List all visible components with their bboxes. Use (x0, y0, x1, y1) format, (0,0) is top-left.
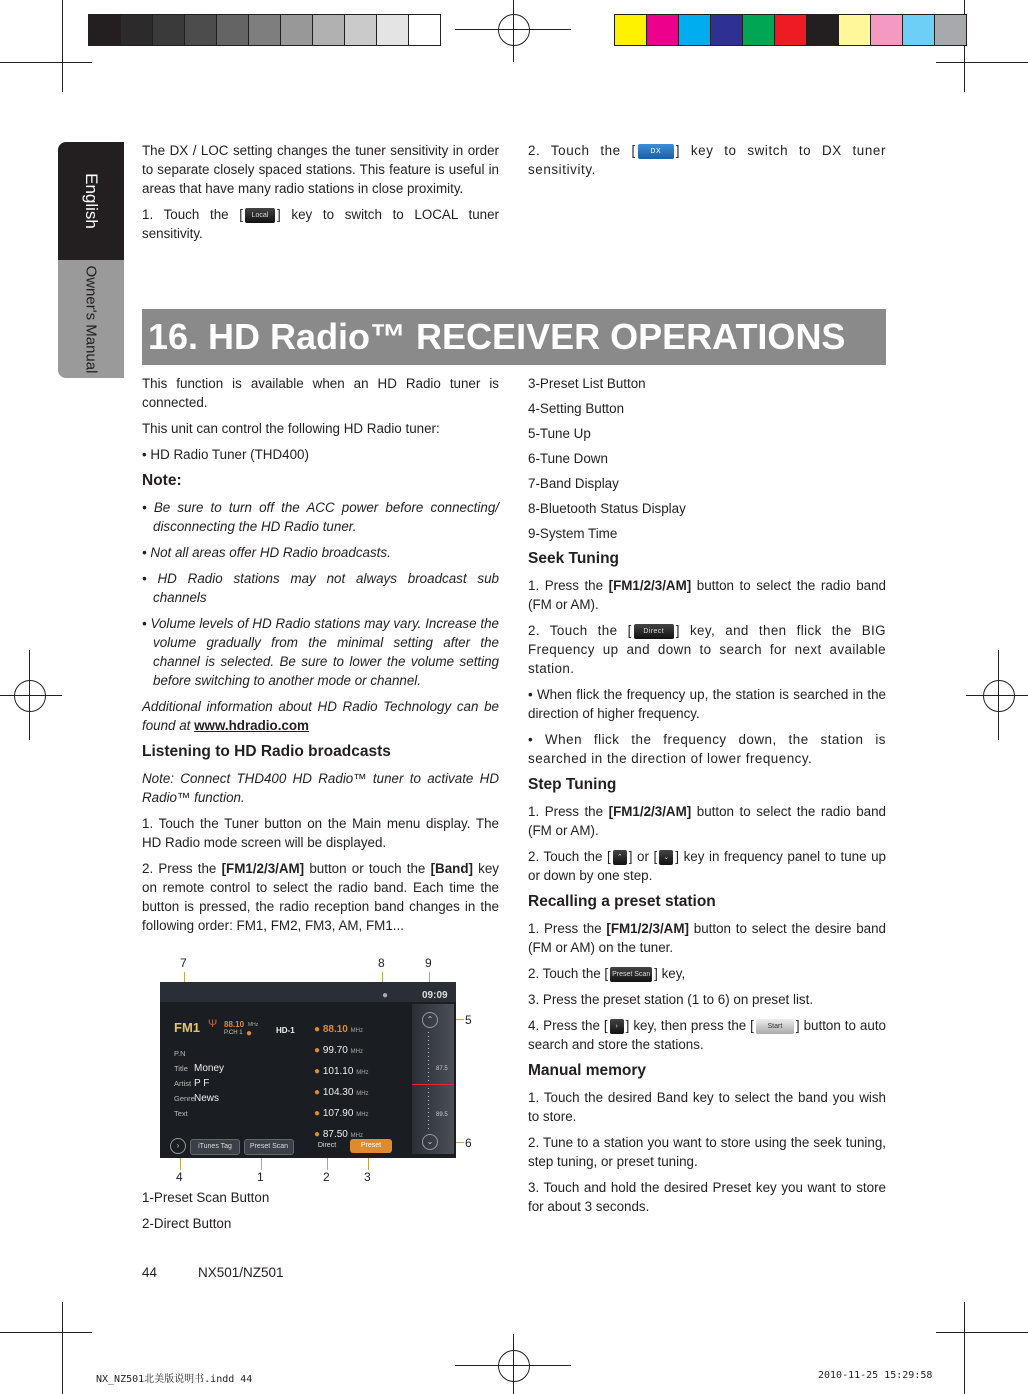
hd-channel: HD-1 (276, 1026, 295, 1035)
scale-label: 89.5 (436, 1112, 448, 1118)
listening-heading: Listening to HD Radio broadcasts (142, 743, 391, 760)
legend-item: 4-Setting Button (528, 401, 625, 416)
color-swatch (377, 15, 409, 45)
left-column (142, 374, 499, 942)
crop-mark (0, 1332, 92, 1333)
model-number: NX501/NZ501 (198, 1265, 284, 1280)
text: 2. Touch the [ (528, 623, 632, 638)
paragraph: • When flick the frequency up, the station is searched in the direction of higher frequency. (528, 687, 886, 721)
crop-mark (936, 62, 1028, 63)
info-values (194, 1046, 224, 1121)
value (194, 1046, 224, 1061)
preset-item[interactable]: ● 101.10 MHz (314, 1066, 369, 1077)
local-key-icon: Local (245, 208, 275, 223)
info-labels (174, 1046, 195, 1121)
figure-legend (142, 1188, 499, 1240)
color-swatch (615, 15, 647, 45)
label: Genre (174, 1094, 195, 1103)
scale-ticks (428, 1032, 429, 1132)
preset-item[interactable]: ● 87.50 MHz (314, 1129, 363, 1140)
paragraph: • When flick the frequency down, the station is searched in the direction of lower frequency. (528, 732, 886, 766)
crop-mark (964, 1302, 965, 1394)
direct-key-icon: Direct (634, 624, 674, 639)
settings-icon[interactable]: › (170, 1138, 186, 1154)
hd-logo-icon: ● (246, 1028, 253, 1039)
text: button to select the radio band (FM or AM). (528, 578, 886, 612)
color-swatch (647, 15, 679, 45)
tune-up-icon[interactable]: ⌃ (422, 1012, 438, 1028)
note-item: • Not all areas offer HD Radio broadcasts. (142, 545, 391, 560)
text: 1. Press the (528, 578, 609, 593)
preset-frequency: 107.90 (322, 1108, 354, 1119)
color-swatch (249, 15, 281, 45)
callout-label: 9 (425, 956, 432, 970)
color-swatch (121, 15, 153, 45)
legend-item: 2-Direct Button (142, 1216, 232, 1231)
callout-label: 4 (176, 1170, 183, 1184)
legend-item: 9-System Time (528, 526, 618, 541)
right-column (528, 374, 886, 1223)
grayscale-bar (88, 14, 441, 46)
print-date: 2010-11-25 15:29:58 (818, 1370, 933, 1381)
text: [FM1/2/3/AM] (221, 861, 305, 876)
text: ] key in frequency panel to tune up or down by one step. (528, 849, 887, 883)
band-display[interactable]: FM1 (174, 1020, 200, 1035)
legend-list (528, 374, 886, 543)
preset-scan-button[interactable]: Preset Scan (244, 1139, 294, 1155)
preset-scan-key-icon: Preset Scan (610, 967, 652, 982)
text: ] or [ (628, 849, 658, 864)
step-tuning-heading: Step Tuning (528, 776, 617, 793)
color-swatch (345, 15, 377, 45)
text: ] button to auto search and store the stations. (528, 1018, 886, 1052)
scale-label: 87.5 (436, 1066, 448, 1072)
paragraph (528, 847, 886, 885)
value: P F (194, 1078, 210, 1089)
value: News (194, 1093, 220, 1104)
paragraph (142, 205, 499, 243)
text: ] key, (654, 966, 686, 981)
color-swatch (839, 15, 871, 45)
color-bar (614, 14, 967, 46)
paragraph: 1. Touch the Tuner button on the Main menu display. The HD Radio mode screen will be displayed. (142, 816, 499, 850)
text: 2. Touch the [ (528, 966, 609, 981)
preset-frequency: 88.10 (322, 1024, 348, 1035)
label: Artist (174, 1079, 192, 1088)
note-heading: Note: (142, 472, 182, 489)
paragraph (528, 919, 886, 957)
color-swatch (679, 15, 711, 45)
preset-item[interactable]: ● 104.30 MHz (314, 1087, 369, 1098)
color-swatch (871, 15, 903, 45)
paragraph (528, 141, 886, 179)
preset-frequency: 101.10 (322, 1066, 354, 1077)
print-filename: NX_NZ501北美版说明书.indd 44 (96, 1374, 253, 1385)
preset-unit: MHz (350, 1049, 363, 1055)
text: button or touch the (304, 861, 431, 876)
paragraph: 3. Press the preset station (1 to 6) on preset list. (528, 992, 814, 1007)
legend-item: 6-Tune Down (528, 451, 608, 466)
direct-button[interactable]: Direct (317, 1142, 337, 1149)
text: key on remote control to select the radio band. Each time the button is pressed, the radio reception band changes in the following order: FM1, FM2, FM3, AM, FM1... (142, 861, 499, 933)
text: 1. Press the (528, 804, 609, 819)
color-swatch (313, 15, 345, 45)
paragraph (142, 697, 499, 735)
text: ] key to switch to DX tuner sensitivity. (528, 143, 886, 177)
preset-unit: MHz (356, 1091, 369, 1097)
top-left-column (142, 141, 499, 250)
text: [FM1/2/3/AM] (608, 578, 692, 593)
paragraph: • HD Radio Tuner (THD400) (142, 447, 309, 462)
preset-frequency: 87.50 (322, 1129, 348, 1140)
itunes-tag-button[interactable]: iTunes Tag (190, 1139, 240, 1155)
preset-item[interactable]: ● 88.10 MHz (314, 1024, 363, 1035)
tab-label: Owner's Manual (82, 265, 100, 373)
preset-unit: MHz (356, 1070, 369, 1076)
preset-list (314, 1020, 369, 1146)
color-swatch (711, 15, 743, 45)
preset-frequency: 104.30 (322, 1087, 354, 1098)
color-swatch (217, 15, 249, 45)
legend-item: 1-Preset Scan Button (142, 1190, 270, 1205)
legend-item: 5-Tune Up (528, 426, 591, 441)
color-swatch (185, 15, 217, 45)
text: [FM1/2/3/AM] (606, 921, 689, 936)
page-number: 44 (142, 1265, 158, 1280)
text: ] key, then press the [ (625, 1018, 754, 1033)
tab-label: English (81, 173, 101, 229)
text: [FM1/2/3/AM] (608, 804, 692, 819)
label: P.N (174, 1049, 186, 1058)
hdradio-link[interactable]: www.hdradio.com (194, 718, 309, 733)
preset-item[interactable]: ● 99.70 MHz (314, 1045, 363, 1056)
callout-label: 2 (323, 1170, 330, 1184)
paragraph: 1. Touch the desired Band key to select the band you wish to store. (528, 1090, 886, 1124)
seek-tuning-heading: Seek Tuning (528, 550, 620, 567)
text: 4. Press the [ (528, 1018, 608, 1033)
tab-english (58, 142, 124, 260)
bluetooth-icon: ● (382, 990, 389, 1001)
crop-mark (936, 1332, 1028, 1333)
preset-unit: MHz (350, 1028, 363, 1034)
value (194, 1106, 224, 1121)
paragraph (528, 802, 886, 840)
text: [Band] (430, 861, 473, 876)
color-swatch (281, 15, 313, 45)
preset-unit: MHz (356, 1112, 369, 1118)
note-item: • HD Radio stations may not always broadcast sub channels (142, 571, 499, 605)
callout-label: 3 (364, 1170, 371, 1184)
paragraph: This function is available when an HD Radio tuner is connected. (142, 376, 499, 410)
manual-memory-heading: Manual memory (528, 1062, 647, 1079)
text: 2. Touch the [ (528, 143, 636, 158)
text: button to select the desire band (FM or AM) on the tuner. (528, 921, 886, 955)
top-right-column (528, 141, 886, 186)
recall-preset-heading: Recalling a preset station (528, 893, 716, 910)
settings-key-icon: › (610, 1019, 624, 1034)
callout-label: 1 (257, 1170, 264, 1184)
paragraph: Note: Connect THD400 HD Radio™ tuner to activate HD Radio™ function. (142, 771, 499, 805)
preset-list-button[interactable]: Preset (350, 1139, 392, 1153)
paragraph: 2. Tune to a station you want to store using the seek tuning, step tuning, or preset tuning. (528, 1135, 886, 1169)
color-swatch (409, 15, 440, 45)
color-swatch (743, 15, 775, 45)
text: button to select the radio band (FM or AM). (528, 804, 886, 838)
paragraph: 3. Touch and hold the desired Preset key you want to store for about 3 seconds. (528, 1180, 886, 1214)
crop-mark (62, 1302, 63, 1394)
note-item: • Be sure to turn off the ACC power before connecting/ disconnecting the HD Radio tuner. (142, 500, 499, 534)
system-time: 09:09 (422, 990, 448, 1001)
color-swatch (775, 15, 807, 45)
callout-label: 8 (378, 956, 385, 970)
text: 2. Press the (142, 861, 222, 876)
text: 2. Touch the [ (528, 849, 611, 864)
paragraph: The DX / LOC setting changes the tuner sensitivity in order to separate closely spaced stations. This feature is useful in areas that have many radio stations in close proximity. (142, 143, 499, 196)
dx-key-icon: DX (638, 144, 674, 159)
crop-mark (0, 62, 92, 63)
legend-item: 8-Bluetooth Status Display (528, 501, 686, 516)
text: 1. Press the (528, 921, 607, 936)
program-channel: P.CH 1 (224, 1030, 243, 1036)
color-swatch (807, 15, 839, 45)
paragraph (528, 576, 886, 614)
callout-label: 5 (465, 1013, 472, 1027)
callout-label: 7 (180, 956, 187, 970)
preset-item[interactable]: ● 107.90 MHz (314, 1108, 369, 1119)
label: Title (174, 1064, 188, 1073)
frequency-panel[interactable] (412, 1004, 454, 1154)
legend-item: 3-Preset List Button (528, 376, 646, 391)
color-swatch (153, 15, 185, 45)
value: Money (194, 1063, 225, 1074)
label: Text (174, 1109, 188, 1118)
color-swatch (903, 15, 935, 45)
text: ] key to switch to LOCAL tuner sensitivity. (142, 207, 499, 241)
paragraph (528, 964, 886, 983)
paragraph (528, 1016, 886, 1054)
paragraph (528, 621, 886, 678)
color-swatch (89, 15, 121, 45)
crop-mark (62, 0, 63, 92)
text: 1. Touch the [ (142, 207, 243, 222)
text: ] key, and then flick the BIG Frequency up and down to search for next available station. (528, 623, 886, 676)
antenna-icon: Ψ (208, 1018, 218, 1030)
tune-down-icon[interactable]: ⌄ (422, 1134, 438, 1150)
callout-label: 6 (465, 1136, 472, 1150)
status-bar (160, 982, 456, 1002)
note-item: • Volume levels of HD Radio stations may vary. Increase the volume gradually from the minimal setting after the channel is selected. Be sure to lower the volume setting before switching to another mode or channel. (142, 616, 499, 688)
start-key-icon: Start (756, 1019, 794, 1034)
legend-item: 7-Band Display (528, 476, 619, 491)
hd-radio-screen (160, 982, 456, 1158)
color-swatch (935, 15, 966, 45)
section-title: 16. HD Radio™ RECEIVER OPERATIONS (142, 309, 886, 365)
paragraph (142, 859, 499, 935)
down-key-icon: ⌄ (659, 850, 673, 865)
preset-unit: MHz (350, 1133, 363, 1139)
paragraph: This unit can control the following HD Radio tuner: (142, 421, 440, 436)
preset-frequency: 99.70 (322, 1045, 348, 1056)
current-frequency: 88.10 (224, 1020, 245, 1029)
up-key-icon: ⌃ (613, 850, 627, 865)
frequency-unit: MHz (248, 1022, 259, 1028)
tuning-marker (412, 1084, 454, 1085)
text: Additional information about HD Radio Technology can be found at (142, 699, 499, 733)
tab-owners-manual (58, 260, 124, 378)
